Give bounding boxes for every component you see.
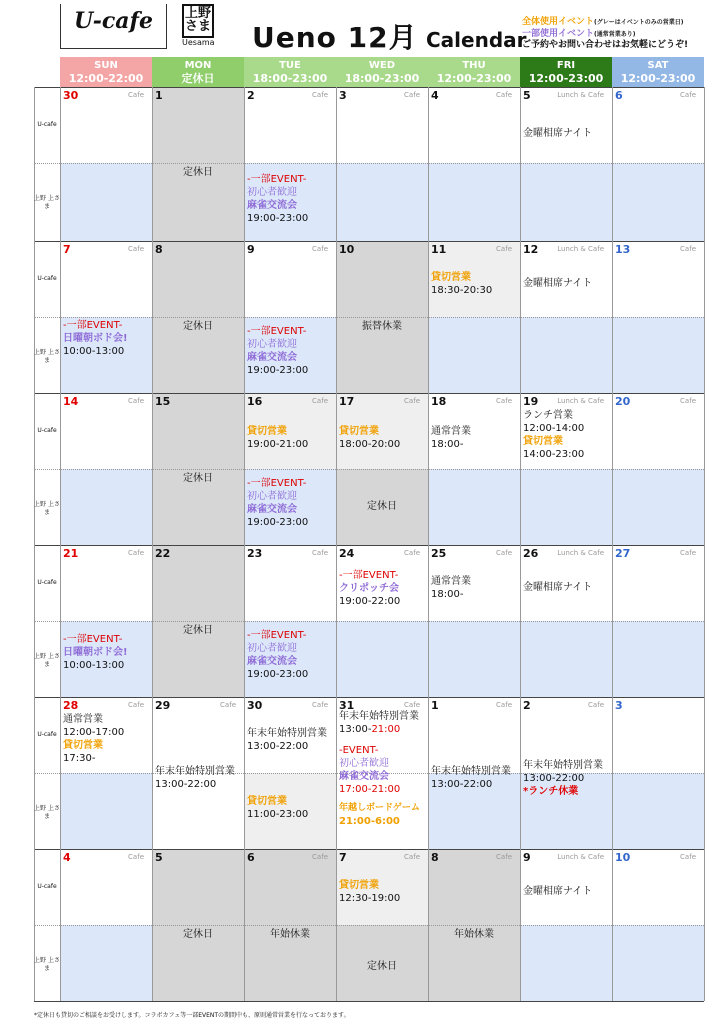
day-hours: 18:00-23:00 [252, 72, 328, 85]
date-number: 10 [615, 851, 631, 864]
event-line: 金曜相席ナイト [523, 278, 593, 289]
date-cell [612, 697, 704, 849]
date-cell [612, 87, 704, 241]
cafe-label: Cafe [588, 701, 604, 709]
date-number: 14 [63, 395, 79, 408]
date-cell [60, 241, 152, 393]
event-line: 麻雀交流会 [247, 504, 297, 515]
event-block [339, 425, 426, 451]
event-block [523, 127, 610, 140]
date-number: 21 [63, 547, 79, 560]
event-time-end: 21:00 [371, 724, 401, 735]
date-number: 28 [63, 699, 79, 712]
day-name: FRI [556, 60, 576, 71]
cafe-label: Cafe [404, 549, 420, 557]
date-number: 23 [247, 547, 263, 560]
day-name: WED [368, 60, 396, 71]
date-number: 26 [523, 547, 539, 560]
legend-part-event-note: (通常営業あり) [594, 31, 636, 38]
cafe-label: Cafe [496, 91, 512, 99]
event-line: 年末年始特別営業 [155, 766, 235, 777]
row-label-ucafe: U-cafe [37, 731, 57, 738]
cafe-label: Cafe [680, 853, 696, 861]
date-cell [520, 87, 612, 241]
event-line: 19:00-22:00 [339, 596, 401, 607]
event-line: 12:00-14:00 [523, 423, 585, 434]
date-number: 27 [615, 547, 631, 560]
event-line: 初心者歓迎 [247, 643, 297, 654]
event-line: 初心者歓迎 [247, 339, 297, 350]
event-block [339, 569, 426, 608]
event-line: -一部EVENT- [63, 634, 123, 645]
event-line: 13:00-22:00 [523, 773, 585, 784]
date-cell [60, 393, 152, 545]
column-border [34, 87, 35, 1001]
event-block [523, 277, 610, 290]
event-block [523, 409, 610, 461]
cafe-label: Cafe [128, 853, 144, 861]
event-line: 貸切営業 [431, 272, 471, 283]
event-line: 年末年始特別営業 [339, 711, 419, 722]
date-number: 9 [523, 851, 531, 864]
date-cell [244, 241, 336, 393]
event-line: 19:00-21:00 [247, 439, 309, 450]
event-block [431, 575, 518, 601]
closed-label: 定休日 [183, 167, 213, 178]
event-line: 21:00-6:00 [339, 816, 400, 827]
event-line: -一部EVENT- [247, 326, 307, 337]
uesama-logo-sub: Uesama [182, 38, 215, 47]
cafe-label: Cafe [128, 397, 144, 405]
closed-label: 定休日 [183, 929, 213, 940]
date-cell [60, 87, 152, 241]
date-number: 19 [523, 395, 539, 408]
event-line: -一部EVENT- [339, 570, 399, 581]
date-number: 11 [431, 243, 447, 256]
legend-all-event-note: (グレーはイベントのみの営業日) [594, 19, 684, 26]
event-line: 19:00-23:00 [247, 669, 309, 680]
date-number: 29 [155, 699, 171, 712]
event-block [523, 759, 610, 798]
date-number: 31 [339, 699, 355, 712]
event-line: 10:00-13:00 [63, 346, 125, 357]
closed-label: 定休日 [183, 321, 213, 332]
event-line: 14:00-23:00 [523, 449, 585, 460]
day-header-mon [152, 57, 244, 87]
date-number: 4 [63, 851, 71, 864]
nenshi-label: 年始休業 [454, 929, 494, 940]
date-cell [244, 393, 336, 545]
date-cell [428, 393, 520, 545]
event-line: 日曜朝ボド会! [63, 647, 128, 658]
day-header-wed [336, 57, 428, 87]
event-line: 金曜相席ナイト [523, 582, 593, 593]
date-number: 7 [339, 851, 347, 864]
event-line: 麻雀交流会 [339, 771, 389, 782]
date-number: 10 [339, 243, 355, 256]
date-cell [612, 241, 704, 393]
event-line: 貸切営業 [523, 436, 563, 447]
cafe-label: Cafe [496, 245, 512, 253]
day-hours: 18:00-23:00 [344, 72, 420, 85]
event-line: 通常営業 [431, 426, 471, 437]
cafe-label: Cafe [680, 91, 696, 99]
cafe-label: Cafe [312, 701, 328, 709]
event-line: 金曜相席ナイト [523, 886, 593, 897]
cafe-label: Cafe [404, 91, 420, 99]
event-line: -一部EVENT- [247, 478, 307, 489]
date-cell [336, 849, 428, 1001]
cafe-label: Cafe [312, 397, 328, 405]
date-number: 22 [155, 547, 171, 560]
event-line: 貸切営業 [247, 426, 287, 437]
event-block [523, 581, 610, 594]
date-number: 20 [615, 395, 631, 408]
cafe-label: Lunch & Cafe [557, 853, 604, 861]
event-line: 13:00-22:00 [431, 779, 493, 790]
event-block [63, 633, 150, 672]
event-block [339, 879, 426, 905]
date-cell [244, 697, 336, 849]
event-line: 19:00-23:00 [247, 365, 309, 376]
event-line: 貸切営業 [63, 740, 103, 751]
date-number: 4 [431, 89, 439, 102]
event-line: 初心者歓迎 [247, 491, 297, 502]
date-number: 15 [155, 395, 171, 408]
event-block [431, 271, 518, 297]
ucafe-logo-text: U-cafe [73, 8, 154, 34]
day-header-tue [244, 57, 336, 87]
cafe-label: Cafe [404, 397, 420, 405]
row-label-uesama: 上野 上さま [34, 653, 60, 668]
date-cell [520, 545, 612, 697]
date-number: 12 [523, 243, 539, 256]
cafe-label: Cafe [404, 701, 420, 709]
cafe-label: Cafe [404, 853, 420, 861]
date-cell [244, 545, 336, 697]
legend-all-event-label: 全体使用イベント [522, 17, 595, 27]
cafe-label: Lunch & Cafe [557, 91, 604, 99]
day-hours: 定休日 [181, 72, 215, 85]
event-line: ランチ営業 [523, 410, 573, 421]
date-number: 16 [247, 395, 263, 408]
event-block [431, 425, 518, 451]
cafe-label: Cafe [312, 549, 328, 557]
event-line: 麻雀交流会 [247, 656, 297, 667]
event-block [247, 629, 334, 681]
cafe-label: Cafe [128, 91, 144, 99]
date-number: 1 [155, 89, 163, 102]
date-number: 2 [523, 699, 531, 712]
date-number: 30 [63, 89, 79, 102]
cafe-label: Cafe [496, 701, 512, 709]
cafe-label: Cafe [128, 245, 144, 253]
date-number: 24 [339, 547, 355, 560]
event-block [63, 713, 150, 765]
day-hours: 12:00-23:00 [528, 72, 604, 85]
event-line: 13:00-22:00 [247, 741, 309, 752]
spacer [339, 736, 426, 744]
date-cell [612, 393, 704, 545]
date-cell [60, 697, 152, 849]
event-time: 13:00- [339, 724, 372, 735]
calendar-header [0, 0, 724, 56]
event-block [247, 325, 334, 377]
date-cell [612, 849, 704, 1001]
row-label-uesama: 上野 上さま [34, 501, 60, 516]
cafe-label: Cafe [496, 549, 512, 557]
date-cell [336, 393, 428, 545]
event-block [155, 765, 242, 791]
contact-note: ご予約やお問い合わせはお気軽にどうぞ! [522, 40, 689, 50]
date-number: 6 [615, 89, 623, 102]
cafe-label: Cafe [312, 91, 328, 99]
event-line: -EVENT- [339, 745, 379, 756]
event-line: 年越しボードゲーム [339, 803, 420, 813]
day-name: TUE [279, 60, 301, 71]
footer-note: *定休日も貸切のご相談をお受けします。コラボカフェ等一部EVENTの期間中も、原則通常営業を行なっております。 [34, 1012, 350, 1019]
date-cell [428, 697, 520, 849]
day-name: SAT [647, 60, 669, 71]
event-line: 初心者歓迎 [247, 187, 297, 198]
event-line: 18:00- [431, 589, 464, 600]
cafe-label: Lunch & Cafe [557, 549, 604, 557]
event-line: 18:00- [431, 439, 464, 450]
event-line: 麻雀交流会 [247, 352, 297, 363]
event-block [247, 727, 334, 753]
row-label-uesama: 上野 上さま [34, 195, 60, 210]
event-line: 17:30- [63, 753, 96, 764]
date-cell [520, 393, 612, 545]
date-cell [336, 545, 428, 697]
event-time: 17:00- [339, 784, 372, 795]
event-block [247, 477, 334, 529]
page-title-calendar: Calendar [426, 28, 527, 52]
cafe-label: Cafe [496, 853, 512, 861]
row-label-ucafe: U-cafe [37, 579, 57, 586]
event-line: 12:30-19:00 [339, 893, 401, 904]
event-line: 通常営業 [63, 714, 103, 725]
event-line: 年末年始特別営業 [247, 728, 327, 739]
event-line: 19:00-23:00 [247, 213, 309, 224]
event-line: 通常営業 [431, 576, 471, 587]
date-number: 5 [155, 851, 163, 864]
date-cell [428, 545, 520, 697]
event-block [431, 765, 518, 791]
event-line: 12:00-17:00 [63, 727, 125, 738]
cafe-label: Cafe [680, 549, 696, 557]
event-line: 年末年始特別営業 [431, 766, 511, 777]
event-line: -一部EVENT- [247, 630, 307, 641]
uesama-logo [182, 4, 214, 48]
legend-part-event-label: 一部使用イベント [522, 29, 595, 39]
event-block [247, 425, 334, 451]
date-number: 5 [523, 89, 531, 102]
event-line: 13:00-22:00 [155, 779, 217, 790]
furikae-label: 振替休業 [362, 321, 402, 332]
cafe-label: Cafe [312, 245, 328, 253]
event-block [247, 795, 334, 821]
day-header-thu [428, 57, 520, 87]
date-number: 3 [339, 89, 347, 102]
date-number: 3 [615, 699, 623, 712]
event-block [247, 173, 334, 225]
event-block [63, 319, 150, 358]
cafe-label: Cafe [128, 701, 144, 709]
nenshi-label: 年始休業 [270, 929, 310, 940]
date-cell [520, 241, 612, 393]
event-line: クリポッチ会 [339, 583, 399, 594]
row-label-uesama: 上野 上さま [34, 957, 60, 972]
row-label-ucafe: U-cafe [37, 883, 57, 890]
event-line: 金曜相席ナイト [523, 128, 593, 139]
event-line: 麻雀交流会 [247, 200, 297, 211]
day-name: MON [184, 60, 212, 71]
date-cell [428, 87, 520, 241]
ucafe-logo [60, 4, 167, 49]
day-header-sat [612, 57, 704, 87]
row-label-uesama: 上野 上さま [34, 349, 60, 364]
date-number: 25 [431, 547, 447, 560]
closed-label: 定休日 [367, 501, 397, 512]
cafe-label: Cafe [220, 701, 236, 709]
event-line [339, 783, 426, 796]
day-header-fri [520, 57, 612, 87]
date-cell [60, 545, 152, 697]
event-line: 初心者歓迎 [339, 758, 389, 769]
date-cell [520, 849, 612, 1001]
date-cell [336, 697, 428, 849]
row-label-ucafe: U-cafe [37, 275, 57, 282]
cafe-label: Cafe [496, 397, 512, 405]
day-header-sun [60, 57, 152, 87]
cafe-label: Lunch & Cafe [557, 245, 604, 253]
day-hours: 12:00-23:00 [436, 72, 512, 85]
date-number: 7 [63, 243, 71, 256]
date-number: 8 [155, 243, 163, 256]
cafe-label: Cafe [680, 245, 696, 253]
day-hours: 12:00-22:00 [68, 72, 144, 85]
page-title: Ueno 12月 [252, 21, 418, 54]
event-line: *ランチ休業 [523, 786, 579, 797]
event-line: 貸切営業 [339, 426, 379, 437]
uesama-logo-mark: 上野 さま [182, 4, 214, 38]
date-number: 8 [431, 851, 439, 864]
event-line: -一部EVENT- [247, 174, 307, 185]
event-line: 18:30-20:30 [431, 285, 493, 296]
cafe-label: Cafe [680, 397, 696, 405]
event-line: 貸切営業 [339, 880, 379, 891]
event-time-end: 21:00 [371, 784, 401, 795]
date-number: 17 [339, 395, 355, 408]
date-number: 30 [247, 699, 263, 712]
day-name: SUN [94, 60, 118, 71]
date-cell [612, 545, 704, 697]
row-label-ucafe: U-cafe [37, 427, 57, 434]
date-cell [336, 87, 428, 241]
event-line: 貸切営業 [247, 796, 287, 807]
closed-label: 定休日 [367, 961, 397, 972]
date-cell [60, 849, 152, 1001]
event-line [339, 723, 426, 736]
event-line: 日曜朝ボド会! [63, 333, 128, 344]
date-number: 18 [431, 395, 447, 408]
event-line: 10:00-13:00 [63, 660, 125, 671]
day-name: THU [462, 60, 486, 71]
event-line: 18:00-20:00 [339, 439, 401, 450]
cafe-label: Lunch & Cafe [557, 397, 604, 405]
date-number: 2 [247, 89, 255, 102]
date-cell [244, 87, 336, 241]
date-cell [152, 697, 244, 849]
event-line: -一部EVENT- [63, 320, 123, 331]
closed-label: 定休日 [183, 625, 213, 636]
week-border [34, 1001, 704, 1002]
closed-label: 定休日 [183, 473, 213, 484]
event-block [339, 710, 426, 828]
date-number: 6 [247, 851, 255, 864]
column-border [704, 87, 705, 1001]
date-number: 1 [431, 699, 439, 712]
event-line: 年末年始特別営業 [523, 760, 603, 771]
date-cell [520, 697, 612, 849]
cafe-label: Cafe [312, 853, 328, 861]
day-hours: 12:00-23:00 [620, 72, 696, 85]
event-block [523, 885, 610, 898]
date-number: 13 [615, 243, 631, 256]
event-line: 19:00-23:00 [247, 517, 309, 528]
cafe-label: Cafe [128, 549, 144, 557]
date-cell [428, 241, 520, 393]
row-label-uesama: 上野 上さま [34, 805, 60, 820]
date-number: 9 [247, 243, 255, 256]
row-label-ucafe: U-cafe [37, 121, 57, 128]
event-line: 11:00-23:00 [247, 809, 309, 820]
